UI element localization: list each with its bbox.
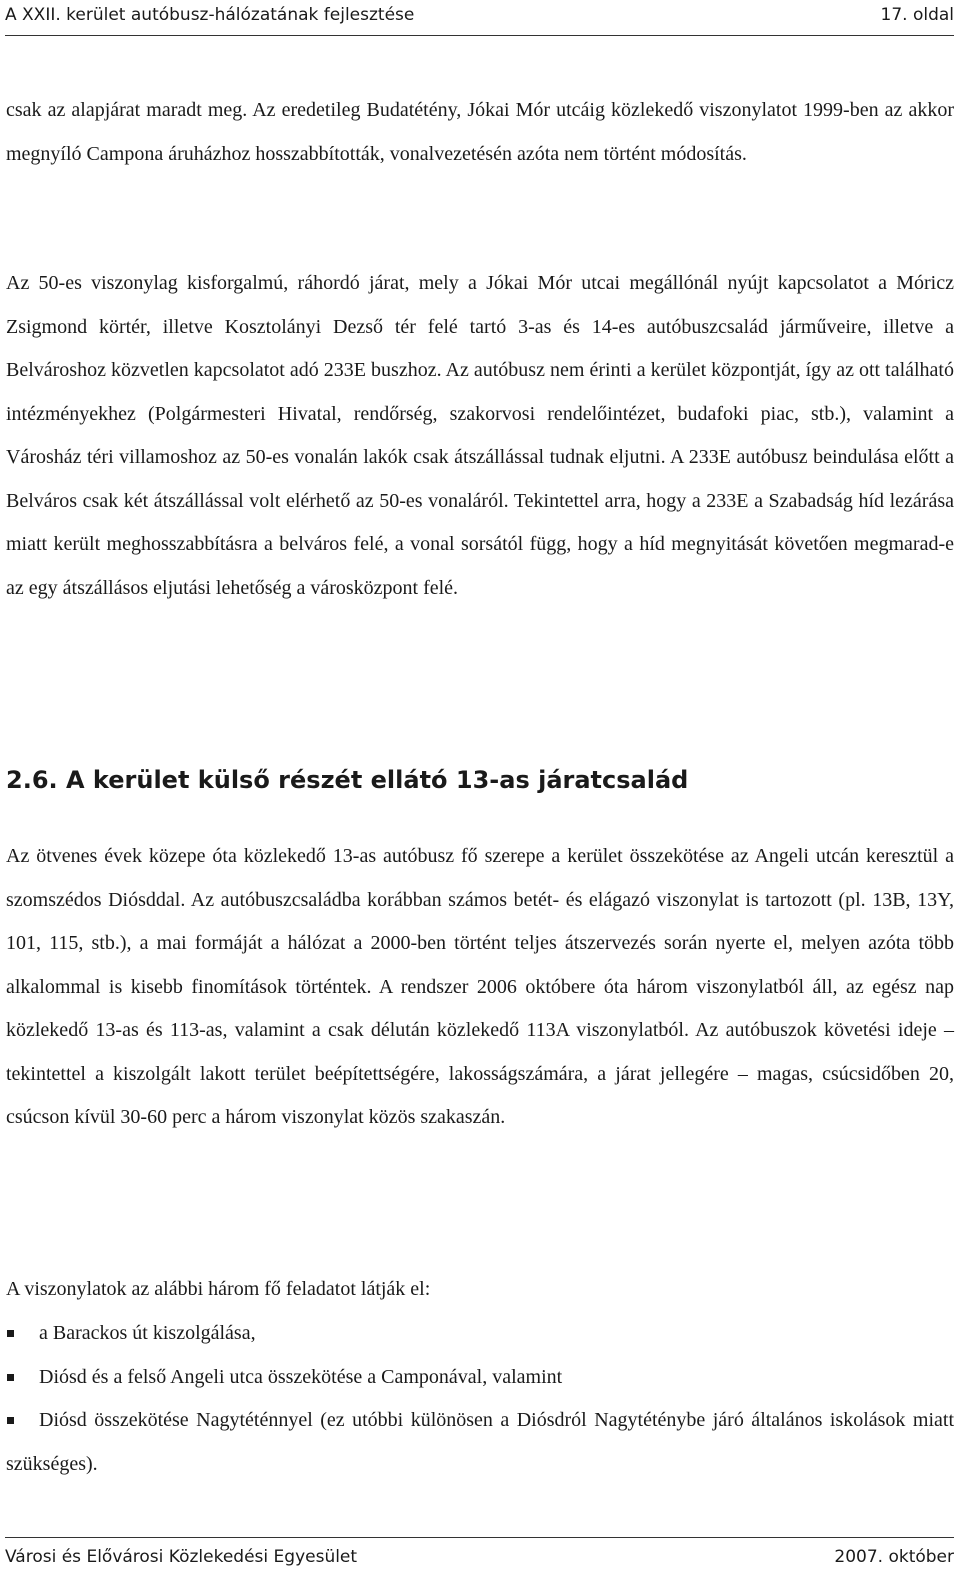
footer-date: 2007. október [834, 1547, 954, 1567]
list-item-text: Diósd és a felső Angeli utca összekötése a Camponával, valamint [39, 1365, 563, 1388]
page-header [5, 0, 954, 30]
paragraph-tasks-lead [6, 1268, 954, 1312]
square-bullet-icon [7, 1330, 14, 1337]
footer-organization: Városi és Elővárosi Közlekedési Egyesület [5, 1547, 358, 1567]
paragraph-intro [6, 89, 954, 176]
task-list [6, 1312, 954, 1486]
paragraph-text: Az ötvenes évek közepe óta közlekedő 13-as autóbusz fő szerepe a kerület összekötése az Angeli utcán keresztül a szomszédos Diósddal. Az autóbuszcsaládba korábban számos betét- és elágazó viszonylat is tartozott (pl. 13B, 13Y, 101, 115, stb.), a mai formáját a hálózat a 2000-ben történt teljes átszervezés során nyerte el, melyen azóta több alkalommal is kisebb finomítások történtek. A rendszer 2006 októbere óta három viszonylatból áll, az egész nap közlekedő 13-as és 113-as, valamint a csak délután közlekedő 113A viszonylatból. Az autóbuszok követési ideje – tekintettel a kiszolgált lakott terület beépítettségére, lakosságszámára, a járat jellegére – magas, csúcsidőben 20, csúcson kívül 30-60 perc a három viszonylat közös szakaszán. [6, 845, 954, 1128]
list-item-text: Diósd összekötése Nagytéténnyel (ez utóbbi különösen a Diósdról Nagytéténybe járó általános iskolások miatt szükséges). [6, 1409, 954, 1475]
square-bullet-icon [7, 1417, 14, 1424]
page-number: 17. oldal [880, 5, 954, 25]
list-item-text: a Barackos út kiszolgálása, [39, 1322, 256, 1344]
paragraph-text: csak az alapjárat maradt meg. Az eredetileg Budatétény, Jókai Mór utcáig közlekedő viszonylatot 1999-ben az akkor megnyíló Campona áruházhoz hosszabbították, vonalvezetésén azóta nem történt módosítás. [6, 99, 954, 165]
document-title: A XXII. kerület autóbusz-hálózatának fejlesztése [5, 5, 415, 25]
list-item [6, 1399, 954, 1486]
section-heading [6, 758, 954, 802]
square-bullet-icon [7, 1374, 14, 1381]
paragraph-line-50 [6, 262, 954, 610]
paragraph-line-13 [6, 835, 954, 1140]
header-divider [5, 35, 954, 36]
list-item [6, 1356, 954, 1400]
paragraph-text: A viszonylatok az alábbi három fő feladatot látják el: [6, 1278, 431, 1300]
section-number: 2.6. [6, 766, 58, 794]
paragraph-text: Az 50-es viszonylag kisforgalmú, ráhordó járat, mely a Jókai Mór utcai megállónál nyújt kapcsolatot a Móricz Zsigmond körtér, illetve Kosztolányi Dezső tér felé tartó 3-as és 14-es autóbuszcsalád járműveire, illetve a Belvároshoz közvetlen kapcsolatot adó 233E buszhoz. Az autóbusz nem érinti a kerület központját, így az ott található intézményekhez (Polgármesteri Hivatal, rendőrség, szakorvosi rendelőintézet, budafoki piac, stb.), valamint a Városház téri villamoshoz az 50-es vonalán lakók csak átszállással tudnak eljutni. A 233E autóbusz beindulása előtt a Belváros csak két átszállással volt elérhető az 50-es vonaláról. Tekintettel arra, hogy a 233E a Szabadság híd lezárása miatt került meghosszabbításra a belváros felé, a vonal sorsától függ, hogy a híd megnyitását követően megmarad-e az egy átszállásos eljutási lehetőség a városközpont felé. [6, 272, 954, 599]
list-item [6, 1312, 954, 1356]
section-title: A kerület külső részét ellátó 13-as járatcsalád [66, 766, 689, 794]
page-footer [5, 1537, 954, 1568]
